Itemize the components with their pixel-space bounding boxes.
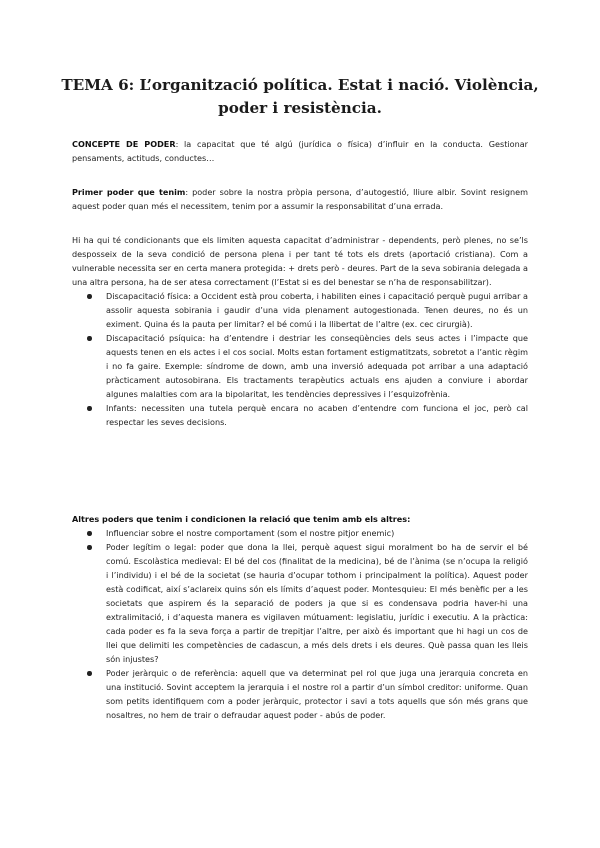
condicionants-paragraph: Hi ha qui té condicionants que els limiten aquesta capacitat d’administrar - dependents, però plenes, no se’ls desposseix de la seva condició de persona plena i per tant té tots els drets (aportació cristiana). Com a vulnerable necessita ser en certa manera protegida: + drets però - deures. Part de la seva sobirania delegada a una altra persona, ha de ser atesa correctament (l’Estat si es del benestar se n’ha de responsabilitzar). bbox=[72, 235, 528, 287]
condicionants-list bbox=[72, 289, 528, 429]
page-title: TEMA 6: L’organització política. Estat i nació. Violència, poder i resistència. bbox=[61, 76, 539, 117]
concepte-paragraph bbox=[72, 137, 528, 165]
concepte-text: : la capacitat que té algú (jurídica o física) d’influir en la conducta. Gestionar pensaments, actituds, conductes… bbox=[72, 139, 528, 163]
condicionants-section bbox=[72, 233, 528, 429]
altres-section bbox=[72, 512, 528, 722]
primer-poder-paragraph bbox=[72, 185, 528, 213]
list-item: Poder legítim o legal: poder que dona la llei, perquè aquest sigui moralment bo ha de servir el bé comú. Escolàstica medieval: El bé del cos (finalitat de la medicina), bé de l’ànima (se n’ocupa la religió i l’individu) i el bé de la societat (se hauria d’ocupar tothom i principalment la política). Aquest poder està codificat, així s’aclareix quins són els límits d’aquest poder. Montesquieu: El més benèfic per a les societats que aspirem és la separació de poders ja que si es condensava podria haver-hi una extralimitació, i d’aquesta manera es vigilaven mútuament: legislatiu, jurídic i executiu. A la pràctica: cada poder es fa la seva força a partir de trepitjar l’altre, per això és important que hi hagi un cos de llei que delimiti les competències de cadascun, a més dels drets i els deures. Què passa quan les lleis són injustes? bbox=[72, 540, 528, 666]
list-item: Discapacitació psíquica: ha d’entendre i destriar les conseqüències dels seus actes i l’impacte que aquests tenen en els actes i el cos social. Molts estan fortament estigmatitzats, sobretot a l’antic règim i no fa gaire. Exemple: síndrome de down, amb una inversió adequada pot arribar a una adaptació pràcticament autosobirana. Els tractaments terapèutics actuals ens ajuden a conviure i abordar algunes malalties com ara la bipolaritat, les tendències depressives i l’esquizofrènia. bbox=[72, 331, 528, 401]
list-item: Poder jeràrquic o de referència: aquell que va determinat pel rol que juga una jerarquia concreta en una institució. Sovint acceptem la jerarquia i el nostre rol a partir d’un símbol creditor: uniforme. Quan som petits identifiquem com a poder jeràrquic, protector i savi a tots aquells que són més grans que nosaltres, no hem de trair o defraudar aquest poder - abús de poder. bbox=[72, 666, 528, 722]
altres-heading: Altres poders que tenim i condicionen la relació que tenim amb els altres: bbox=[72, 514, 411, 524]
list-item: Influenciar sobre el nostre comportament (som el nostre pitjor enemic) bbox=[72, 526, 528, 540]
altres-list bbox=[72, 526, 528, 722]
primer-poder-label: Primer poder que tenim bbox=[72, 187, 186, 197]
concepte-label: CONCEPTE DE PODER bbox=[72, 139, 176, 149]
list-item: Discapacitació física: a Occident està prou coberta, i habiliten eines i capacitació perquè pugui arribar a assolir aquesta sobirania i gaudir d’una vida plenament autogestionada. Tenen deures, no és un eximent. Quina és la pauta per limitar? el bé comú i la llibertat de l’altre (ex. cec cirurgià). bbox=[72, 289, 528, 331]
list-item: Infants: necessiten una tutela perquè encara no acaben d’entendre com funciona el joc, però cal respectar les seves decisions. bbox=[72, 401, 528, 429]
primer-poder-text: : poder sobre la nostra pròpia persona, d’autogestió, lliure albir. Sovint resignem aquest poder quan més el necessitem, tenim por a assumir la responsabilitat d’una errada. bbox=[72, 187, 528, 211]
